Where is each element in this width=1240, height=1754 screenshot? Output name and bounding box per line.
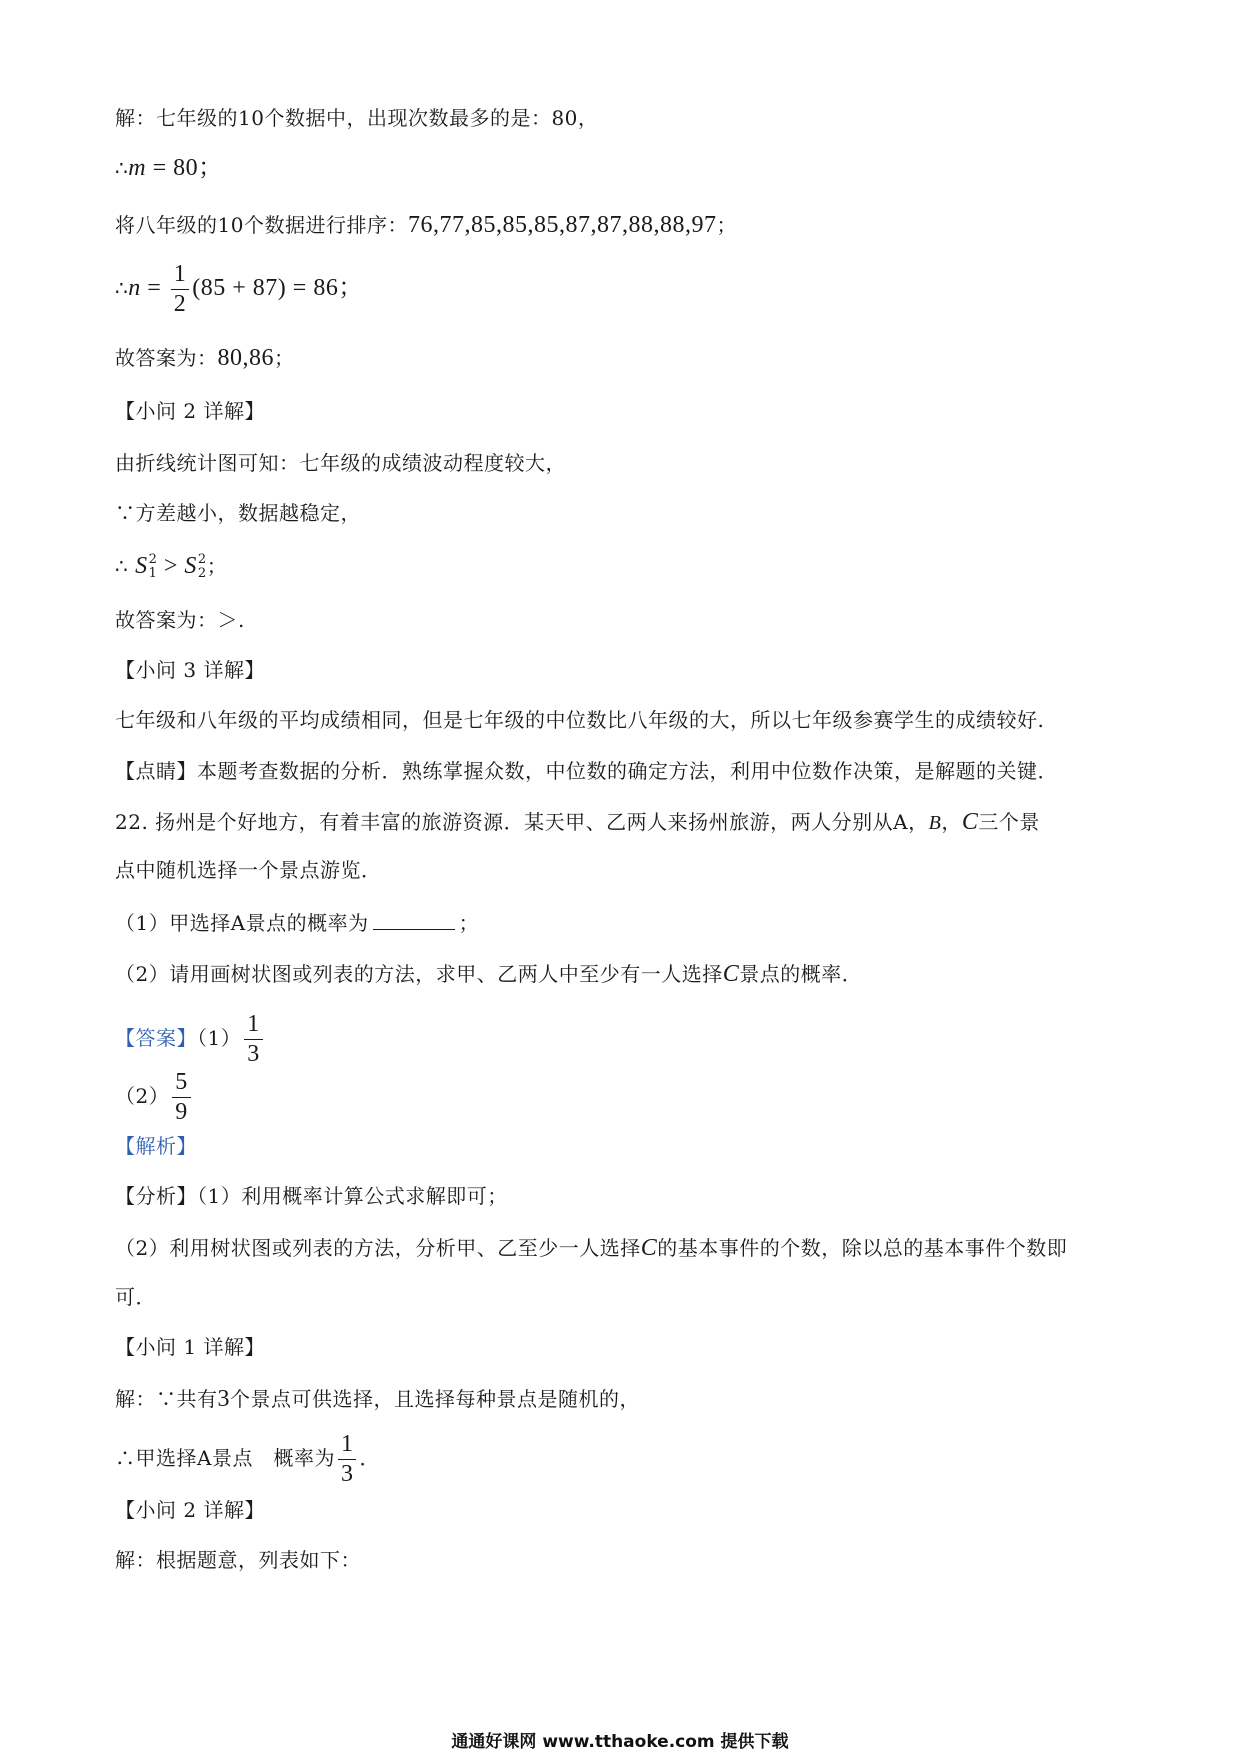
solution-line-2: ∴甲选择A景点 概率为 $\frac{1}{3}$ ． [115,1431,380,1488]
text-line-4 [115,262,363,317]
fraction-one-half: $\frac{1}{2}$ [171,262,190,317]
answer-line-1: 【答案】（1） $\frac{1}{3}$ [115,1012,266,1067]
analysis-line-2: （2）利用树状图或列表的方法，分析甲、乙至少一人选择C的基本事件的个数，除以总的基本事件个数即 [115,1235,1068,1261]
answer-line-2: （2） $\frac{5}{9}$ [115,1070,194,1125]
solution-line-3: 解：根据题意，列表如下： [115,1548,361,1572]
equation-m: = 80； [146,155,223,181]
fraction-five-ninths: $\frac{5}{9}$ [172,1070,191,1125]
solution-line-1: 解：∵共有3个景点可供选择，且选择每种景点是随机的， [115,1386,640,1412]
therefore-symbol: ∴ [115,553,136,578]
text-line-3 [115,213,737,237]
question-22-line-1: 22. 扬州是个好地方，有着丰富的旅游资源．某天甲、乙两人来扬州旅游，两人分别从A，B，C三个景 [115,809,1040,835]
greater-than: > [157,552,185,579]
question-22-part-1: （1）甲选择A景点的概率为 ； [115,911,480,935]
median-equation: (85 + 87) = 86； [192,275,363,302]
therefore-symbol: ∴ [115,276,129,301]
semicolon: ； [716,213,737,237]
sort-text: 将八年级的10个数据进行排序： [115,213,408,237]
analysis-line-3: 可． [115,1285,156,1309]
variable-n: n [128,275,141,302]
text-line-7: 由折线统计图可知：七年级的成绩波动程度较大， [115,451,566,475]
equals-sign: = [140,275,168,302]
analysis-line-1: 【分析】（1）利用概率计算公式求解即可； [115,1184,508,1208]
text-line-9 [115,553,227,582]
question-22-part-2: （2）请用画树状图或列表的方法，求甲、乙两人中至少有一人选择C景点的概率． [115,961,863,987]
section-heading-q2b: 【小问 2 详解】 [115,1498,265,1522]
text-line-8: ∵方差越小，数据越稳定， [115,501,361,525]
text-line-5 [115,346,295,370]
therefore-symbol: ∴ [115,156,129,180]
answer-blank [373,911,455,930]
semicolon: ； [274,346,295,370]
answer-text: 故答案为： [115,346,218,370]
text-line-1: 解：七年级的10个数据中，出现次数最多的是：80， [115,106,599,130]
s2-indices: 2 2 [197,552,207,582]
key-point-line: 【点睛】本题考查数据的分析．熟练掌握众数，中位数的确定方法，利用中位数作决策，是解题的关键． [115,759,1058,783]
semicolon: ； [206,553,228,578]
answer-label: 【答案】 [115,1026,197,1051]
text-line-12: 七年级和八年级的平均成绩相同，但是七年级的中位数比八年级的大，所以七年级参赛学生的成绩较好. [115,708,1045,732]
text-line-2 [115,156,223,180]
section-heading-q2: 【小问 2 详解】 [115,399,265,423]
sorted-data: 76,77,85,85,85,87,87,88,88,97 [407,212,717,238]
fraction-one-third: $\frac{1}{3}$ [338,1432,357,1487]
variance-s1: S [135,552,148,579]
section-heading-q3: 【小问 3 详解】 [115,658,265,682]
variance-s2: S [184,552,197,579]
answer-values: 80,86 [217,345,274,371]
fraction-one-third: $\frac{1}{3}$ [244,1012,263,1067]
question-22-line-2: 点中随机选择一个景点游览． [115,858,382,882]
footer-watermark: 通通好课网 www.tthaoke.com 提供下载 [451,1732,789,1752]
section-heading-q1: 【小问 1 详解】 [115,1335,265,1359]
analysis-label: 【解析】 [115,1134,197,1158]
text-line-10: 故答案为：＞. [115,608,245,632]
variable-m: m [128,155,147,181]
s1-indices: 2 1 [148,552,158,582]
